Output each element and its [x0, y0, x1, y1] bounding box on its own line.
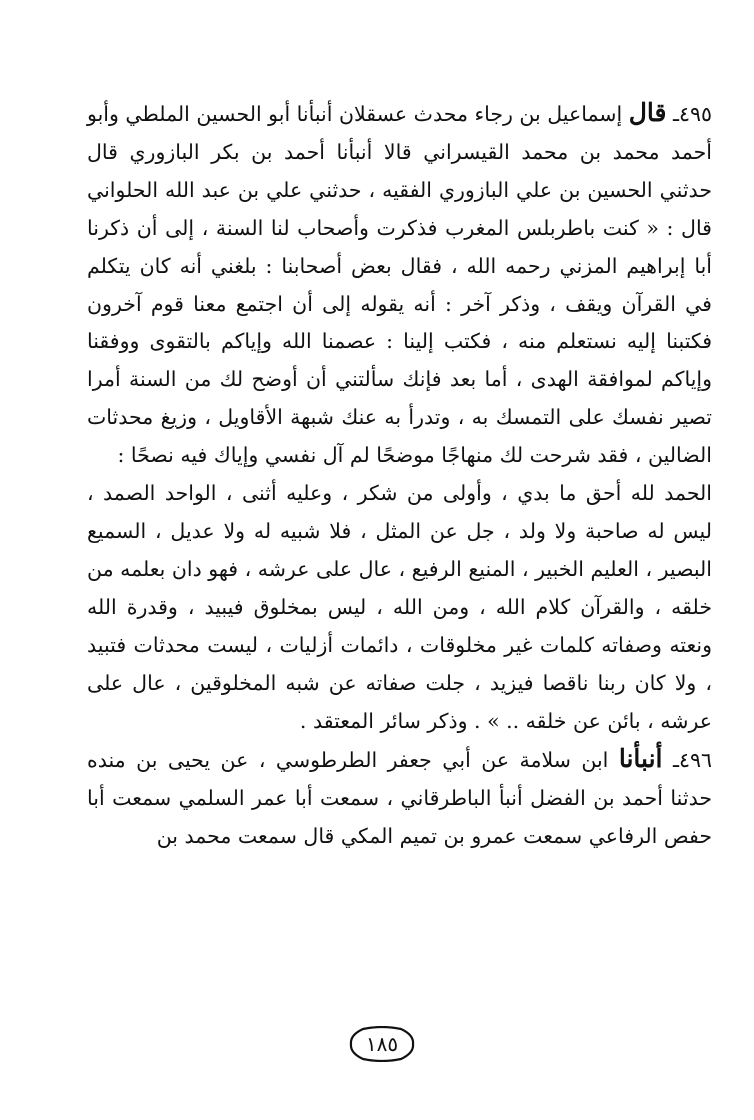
paragraph-entry-495 [87, 94, 712, 475]
entry-keyword: أنبأنا [618, 744, 663, 774]
paragraph-text: إسماعيل بن رجاء محدث عسقلان أنبأنا أبو الحسين الملطي وأبو أحمد محمد بن محمد القيسراني قالا أنبأنا أحمد بن بكر البازوري قال حدثني الحسين بن علي البازوري الفقيه ، حدثني علي بن عبد الله الحلواني قال : « كنت باطربلس المغرب فذكرت وأصحاب لنا السنة ، إلى أن ذكرنا أبا إبراهيم المزني رحمه الله ، فقال بعض أصحابنا : بلغني أنه كان يتكلم في القرآن ويقف ، وذكر آخر : أنه يقوله إلى أن اجتمع معنا قوم آخرون فكتبنا إليه نستعلم منه ، فكتب إلينا : عصمنا الله وإياكم بالتقوى ووفقنا وإياكم لموافقة الهدى ، أما بعد فإنك سألتني أن أوضح لك من السنة أمرا تصير نفسك على التمسك به ، وتدرأ به عنك شبهة الأقاويل ، وزيغ محدثات الضالين ، فقد شرحت لك منهاجًا موضحًا لم آل نفسي وإياك فيه نصحًا : [86, 102, 712, 468]
page-body [87, 94, 712, 856]
paragraph-text: ابن سلامة عن أبي جعفر الطرطوسي ، عن يحيى بن منده حدثنا أحمد بن الفضل أنبأ الباطرقاني ، سمعت أبا عمر السلمي سمعت أبا حفص الرفاعي سمعت عمرو بن تميم المكي قال سمعت محمد بن [87, 748, 712, 849]
paragraph-text: الحمد لله أحق ما بدي ، وأولى من شكر ، وعليه أثنى ، الواحد الصمد ، ليس له صاحبة ولا ولد ، جل عن المثل ، فلا شبيه له ولا عديل ، السميع البصير ، العليم الخبير ، المنيع الرفيع ، عال على عرشه ، فهو دان بعلمه من خلقه ، والقرآن كلام الله ، ومن الله ، ليس بمخلوق فيبيد ، وقدرة الله ونعته وصفاته كلمات غير مخلوقات ، دائمات أزليات ، ليست محدثات فتبيد ، ولا كان ربنا ناقصا فيزيد ، جلت صفاته عن شبه المخلوقين ، عال على عرشه ، بائن عن خلقه .. » . وذكر سائر المعتقد . [87, 481, 712, 733]
entry-number: ٤٩٦ـ [662, 748, 712, 773]
page-number-badge [349, 1026, 415, 1062]
paragraph-entry-496 [87, 740, 712, 856]
entry-number: ٤٩٥ـ [666, 102, 712, 126]
entry-keyword: قال [628, 98, 667, 127]
paragraph-creed [87, 475, 712, 740]
page-number: ١٨٥ [365, 1032, 399, 1056]
